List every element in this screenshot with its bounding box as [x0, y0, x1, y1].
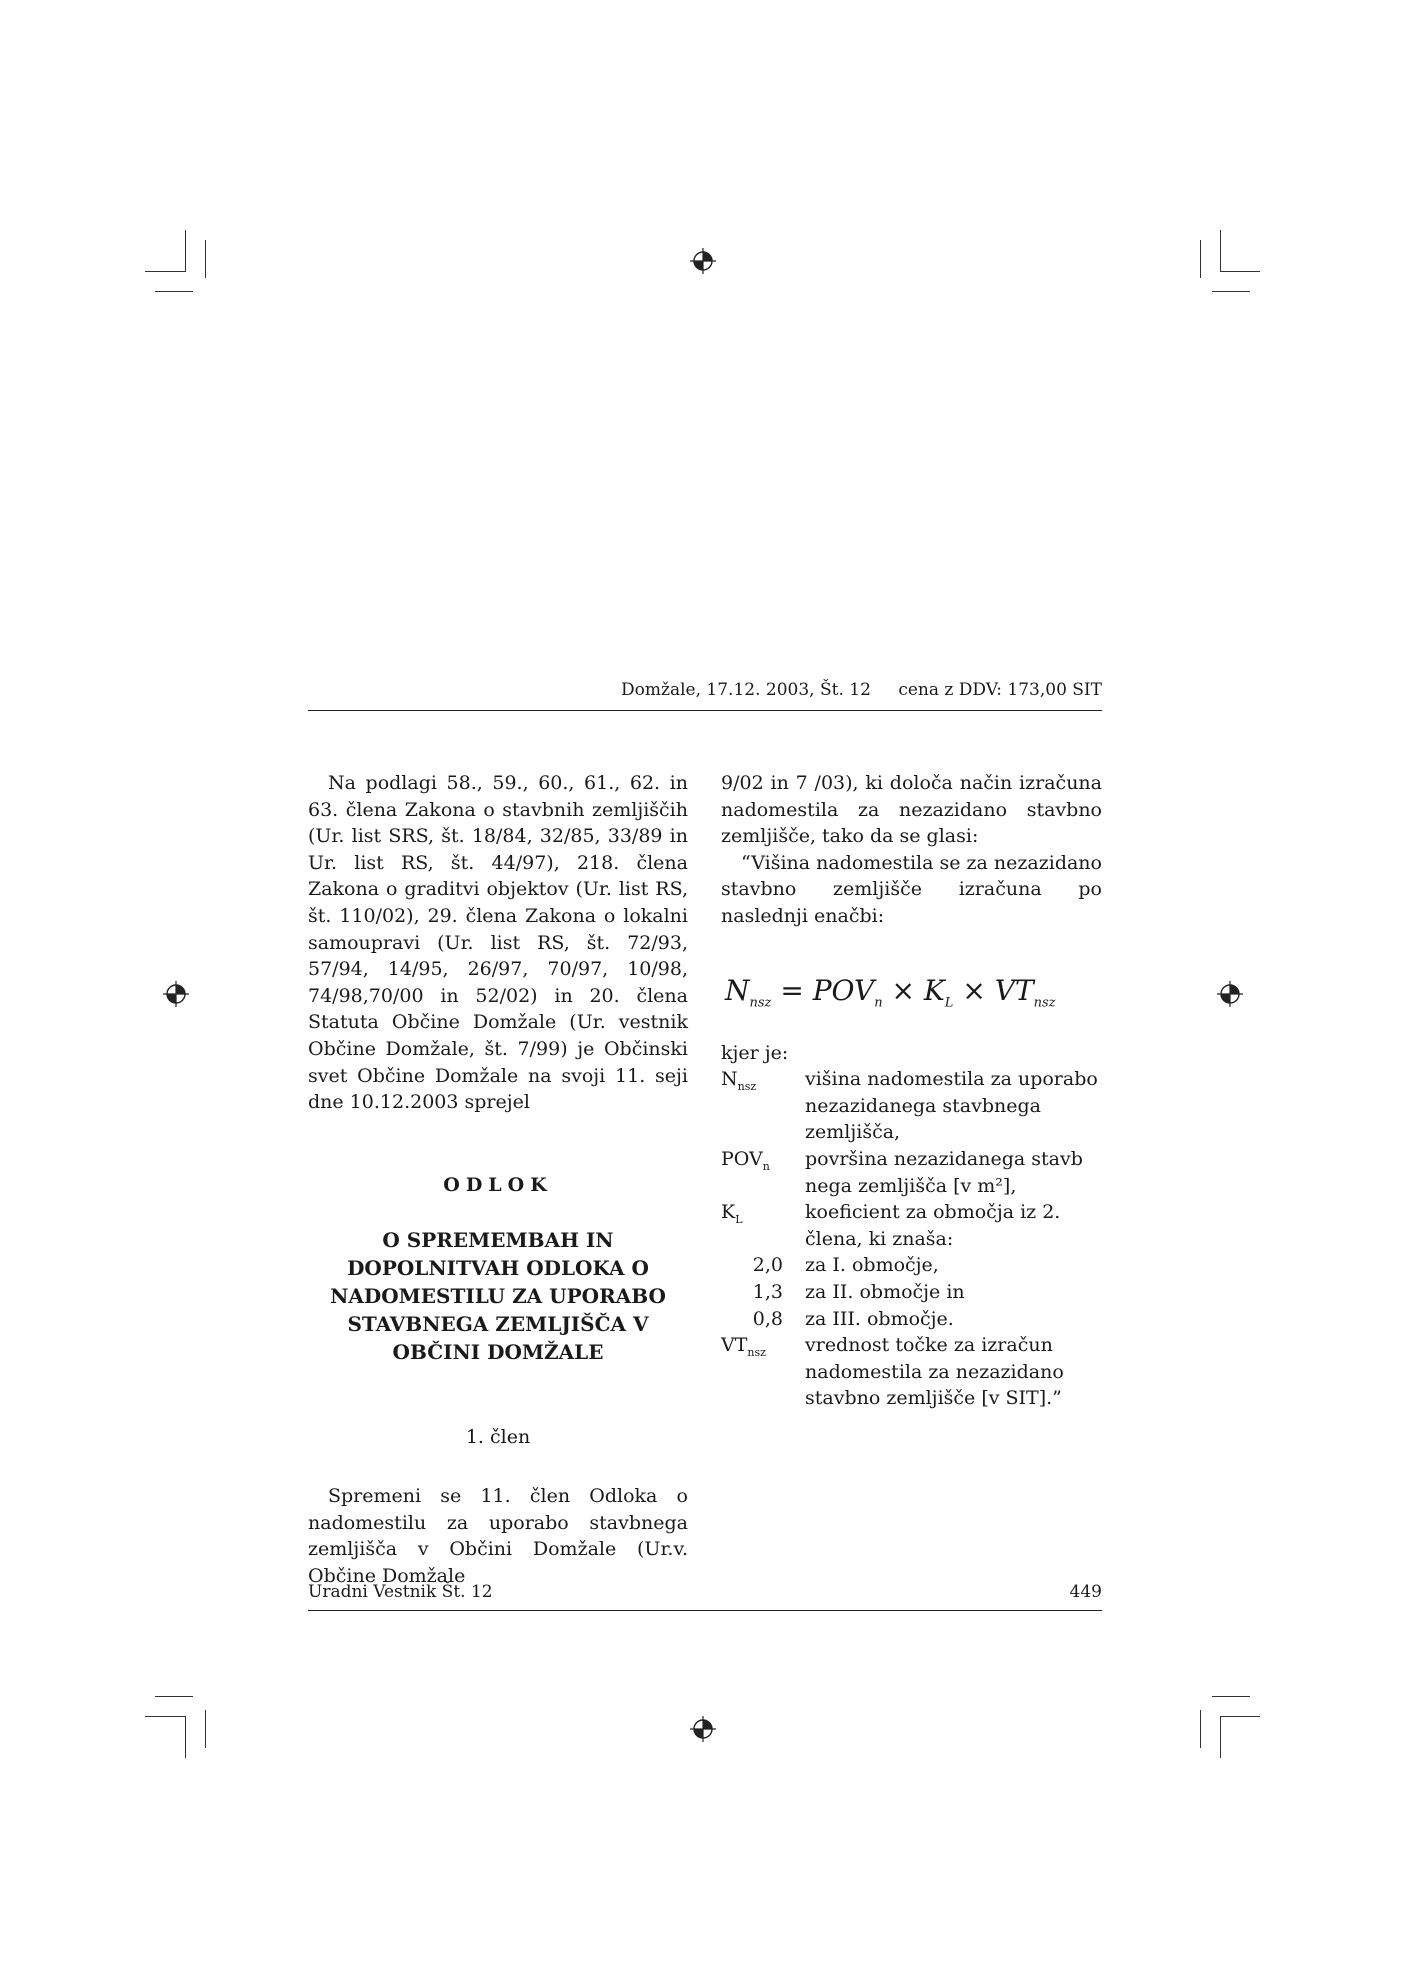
crop-mark: [1212, 291, 1250, 292]
definition-row: [721, 1146, 1102, 1199]
crop-mark: [155, 291, 193, 292]
continuation-paragraph: 9/02 in 7 /03), ki določa način izračuna nadomestila za nezazidano stavbno zemljišče, tako da se glasi:: [721, 772, 1102, 848]
definition-text: koeficient za območja iz 2. člena, ki znaša:: [805, 1201, 1061, 1250]
crop-mark: [185, 1716, 186, 1758]
decree-title: ODLOK: [443, 1173, 553, 1196]
formula-term: POV: [812, 973, 875, 1007]
article-paragraph: Spremeni se 11. člen Odloka o nadomestilu za uporabo stavbnega zemljišča v Občini Domžale (Ur.v. Občine Domžale: [308, 1484, 688, 1587]
coefficient-value: 1,3: [752, 1280, 783, 1303]
definition-row: [721, 1332, 1102, 1412]
definition-text: vrednost točke za izračun nadomestila za nezazidano stavbno zemljišče [v SIT].”: [805, 1334, 1064, 1410]
decree-heading: O SPREMEMBAH IN DOPOLNITVAH ODLOKA O NADOMESTILU ZA UPORABO STAVBNEGA ZEMLJIŠČA V OBČINI DOMŽALE: [330, 1228, 666, 1365]
crop-mark: [1212, 1696, 1250, 1697]
definition-symbol: [721, 1146, 805, 1199]
coefficient-text: za I. območje,: [805, 1254, 939, 1277]
formula-term: N: [725, 973, 750, 1007]
coefficient-value: 0,8: [752, 1307, 783, 1330]
formula-subscript: L: [944, 995, 954, 1011]
definition-text: višina nadomestila za uporabo nezazidanega stavbnega zemljišča,: [805, 1068, 1098, 1144]
formula-operator: ×: [962, 973, 986, 1007]
definition-symbol: [721, 1332, 805, 1412]
registration-mark-icon: [1217, 981, 1243, 1007]
crop-mark: [1220, 1716, 1260, 1717]
registration-mark-icon: [690, 1716, 716, 1742]
definition-row: [721, 1199, 1102, 1252]
coefficient-row: [721, 1279, 1102, 1306]
crop-mark: [1220, 271, 1260, 272]
symbol-subscript: nsz: [747, 1345, 766, 1359]
left-column: [308, 770, 688, 1589]
formula-operator: =: [780, 973, 804, 1007]
formula: [725, 973, 1102, 1022]
running-header: [308, 680, 1102, 711]
crop-mark: [185, 230, 186, 272]
registration-mark-icon: [163, 981, 189, 1007]
crop-mark: [145, 1716, 185, 1717]
coefficient-row: [721, 1306, 1102, 1333]
symbol-text: N: [721, 1068, 738, 1091]
formula-subscript: nsz: [1033, 995, 1056, 1011]
crop-mark: [1220, 230, 1221, 272]
definition-row: [721, 1066, 1102, 1146]
definitions: [721, 1040, 1102, 1412]
registration-mark-icon: [690, 248, 716, 274]
running-footer: [308, 1582, 1102, 1611]
symbol-subscript: L: [735, 1212, 743, 1226]
formula-operator: ×: [891, 973, 915, 1007]
formula-term: VT: [994, 973, 1034, 1007]
crop-mark: [155, 1696, 193, 1697]
crop-mark: [1200, 1710, 1201, 1748]
issue-info: Domžale, 17.12. 2003, Št. 12: [621, 680, 871, 700]
crop-mark: [1220, 1716, 1221, 1758]
coefficient-row: [721, 1252, 1102, 1279]
definition-symbol: [721, 1199, 805, 1252]
symbol-text: K: [721, 1201, 736, 1224]
symbol-text: POV: [721, 1147, 763, 1170]
right-column: [721, 770, 1102, 1412]
definition-text: površina nezazidanega stavb nega zemljišča [v m²],: [805, 1147, 1083, 1197]
coefficient-text: za III. območje.: [805, 1307, 954, 1330]
crop-mark: [145, 271, 185, 272]
page-number: 449: [1069, 1582, 1102, 1602]
coefficient-value: 2,0: [752, 1254, 783, 1277]
symbol-text: VT: [721, 1334, 748, 1357]
publication-name: Uradni Vestnik Št. 12: [308, 1582, 493, 1602]
symbol-subscript: n: [762, 1159, 770, 1173]
crop-mark: [1200, 240, 1201, 278]
intro-paragraph: Na podlagi 58., 59., 60., 61., 62. in 63. člena Zakona o stavbnih zemljiščih (Ur. list SRS, št. 18/84, 32/85, 33/89 in Ur. list RS, št. 44/97), 218. člena Zakona o graditvi objektov (Ur. list RS, št. 110/02), 29. člena Zakona o lokalni samoupravi (Ur. list RS, št. 72/93, 57/94, 14/95, 26/97, 70/97, 10/98, 74/98,70/00 in 52/02) in 20. člena Statuta Občine Domžale (Ur. vestnik Občine Domžale, št. 7/99) je Občinski svet Občine Domžale na svoji 11. seji dne 10.12.2003 sprejel: [308, 772, 688, 1114]
where-label: kjer je:: [721, 1041, 789, 1064]
formula-term: K: [923, 973, 945, 1007]
formula-subscript: nsz: [749, 995, 772, 1011]
definition-symbol: [721, 1066, 805, 1146]
crop-mark: [205, 240, 206, 278]
price-info: cena z DDV: 173,00 SIT: [898, 680, 1102, 700]
quote-paragraph: “Višina nadomestila se za nezazidano stavbno zemljišče izračuna po naslednji enačbi:: [721, 851, 1102, 927]
article-title: 1. člen: [465, 1426, 531, 1449]
symbol-subscript: nsz: [737, 1079, 757, 1093]
formula-subscript: n: [874, 995, 883, 1011]
coefficient-text: za II. območje in: [805, 1280, 965, 1303]
crop-mark: [205, 1710, 206, 1748]
